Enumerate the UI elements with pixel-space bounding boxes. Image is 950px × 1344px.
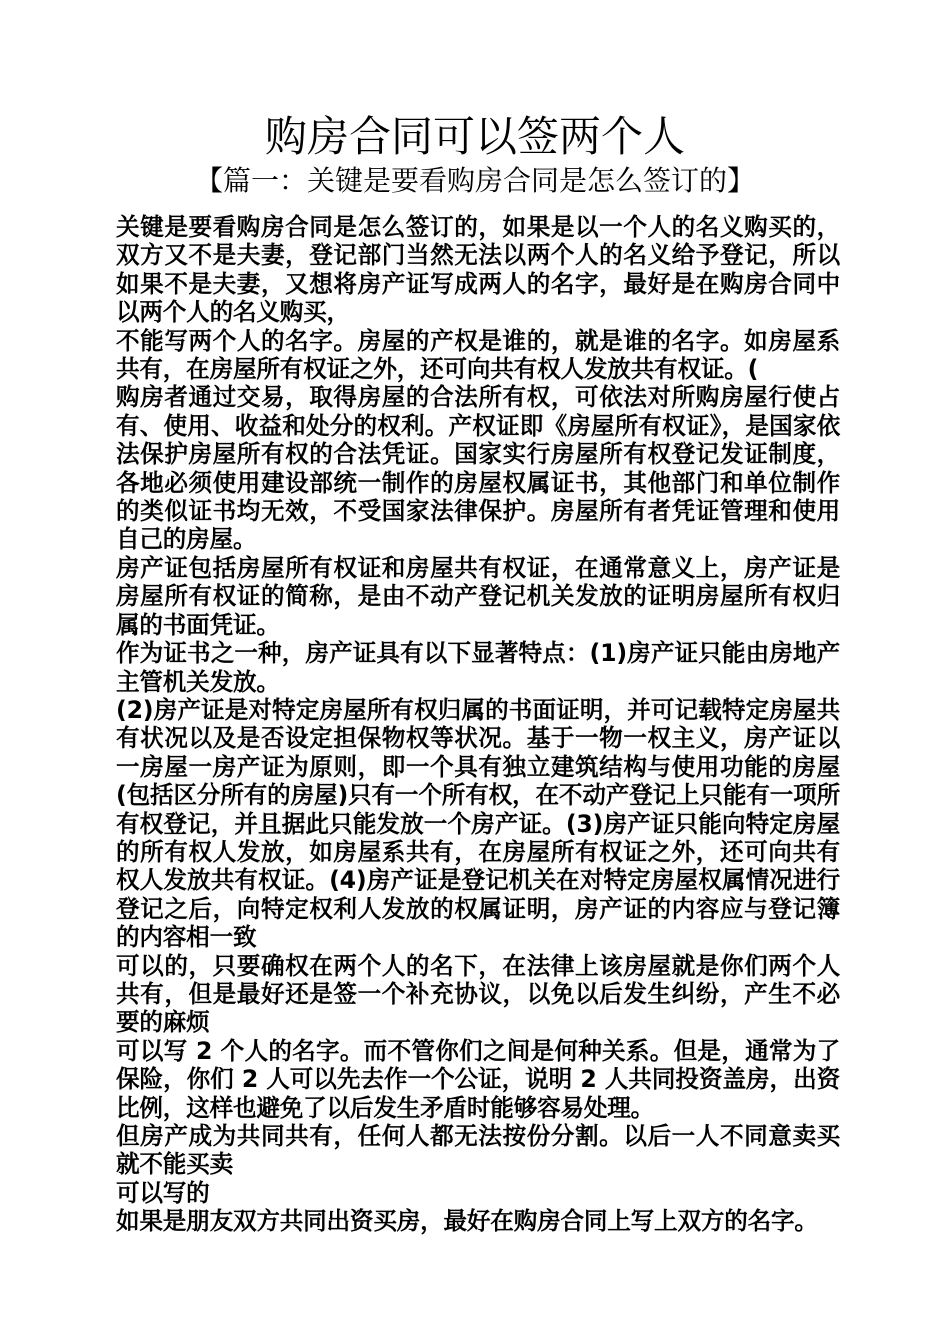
paragraph: (2)房产证是对特定房屋所有权归属的书面证明，并可记载特定房屋共有状况以及是否设定担保物权等状况。基于一物一权主义，房产证以一房屋一房产证为原则，即一个具有独立建筑结构与使用功能的房屋 (包括区分所有的房屋)只有一个所有权，在不动产登记上只能有一项所有权登记，并且据此只能发放一个房产证。(3)房产证只能向特定房屋的所有权人发放，如房屋系共有，在房屋所有权证之外，还可向共有权人发放共有权证。(4)房产证是登记机关在对特定房屋权属情况进行登记之后，向特定权利人发放的权属证明，房产证的内容应与登记簿的内容相一致 bbox=[116, 695, 840, 952]
paragraph: 房产证包括房屋所有权证和房屋共有权证，在通常意义上，房产证是房屋所有权证的简称，是由不动产登记机关发放的证明房屋所有权归属的书面凭证。 bbox=[116, 553, 840, 639]
paragraph: 购房者通过交易，取得房屋的合法所有权，可依法对所购房屋行使占有、使用、收益和处分的权利。产权证即《房屋所有权证》，是国家依法保护房屋所有权的合法凭证。国家实行房屋所有权登记发证制度，各地必须使用建设部统一制作的房屋权属证书，其他部门和单位制作的类似证书均无效，不受国家法律保护。房屋所有者凭证管理和使用自己的房屋。 bbox=[116, 383, 840, 554]
paragraph: 可以的，只要确权在两个人的名下，在法律上该房屋就是你们两个人共有，但是最好还是签一个补充协议，以免以后发生纠纷，产生不必要的麻烦 bbox=[116, 951, 840, 1037]
document-subtitle: 【篇一：关键是要看购房合同是怎么签订的】 bbox=[194, 164, 755, 197]
paragraph: 但房产成为共同共有，任何人都无法按份分割。以后一人不同意卖买就不能买卖 bbox=[116, 1122, 840, 1179]
paragraph: 如果是朋友双方共同出资买房，最好在购房合同上写上双方的名字。 bbox=[116, 1207, 818, 1236]
paragraph: 作为证书之一种，房产证具有以下显著特点：(1)房产证只能由房地产主管机关发放。 bbox=[116, 639, 840, 696]
paragraph: 关键是要看购房合同是怎么签订的，如果是以一个人的名义购买的，双方又不是夫妻，登记部门当然无法以两个人的名义给予登记，所以如果不是夫妻，又想将房产证写成两人的名字，最好是在购房合同中以两个人的名义购买， bbox=[116, 213, 840, 327]
paragraph: 可以写的 bbox=[116, 1178, 210, 1207]
paragraph: 可以写 2 个人的名字。而不管你们之间是何种关系。但是，通常为了保险，你们 2 人可以先去作一个公证，说明 2 人共同投资盖房，出资比例，这样也避免了以后发生矛盾时能够容易处理。 bbox=[116, 1036, 840, 1122]
document-body bbox=[116, 213, 840, 1236]
paragraph: 不能写两个人的名字。房屋的产权是谁的，就是谁的名字。如房屋系共有，在房屋所有权证之外，还可向共有权人发放共有权证。( bbox=[116, 326, 840, 384]
document-title: 购房合同可以签两个人 bbox=[264, 112, 685, 161]
